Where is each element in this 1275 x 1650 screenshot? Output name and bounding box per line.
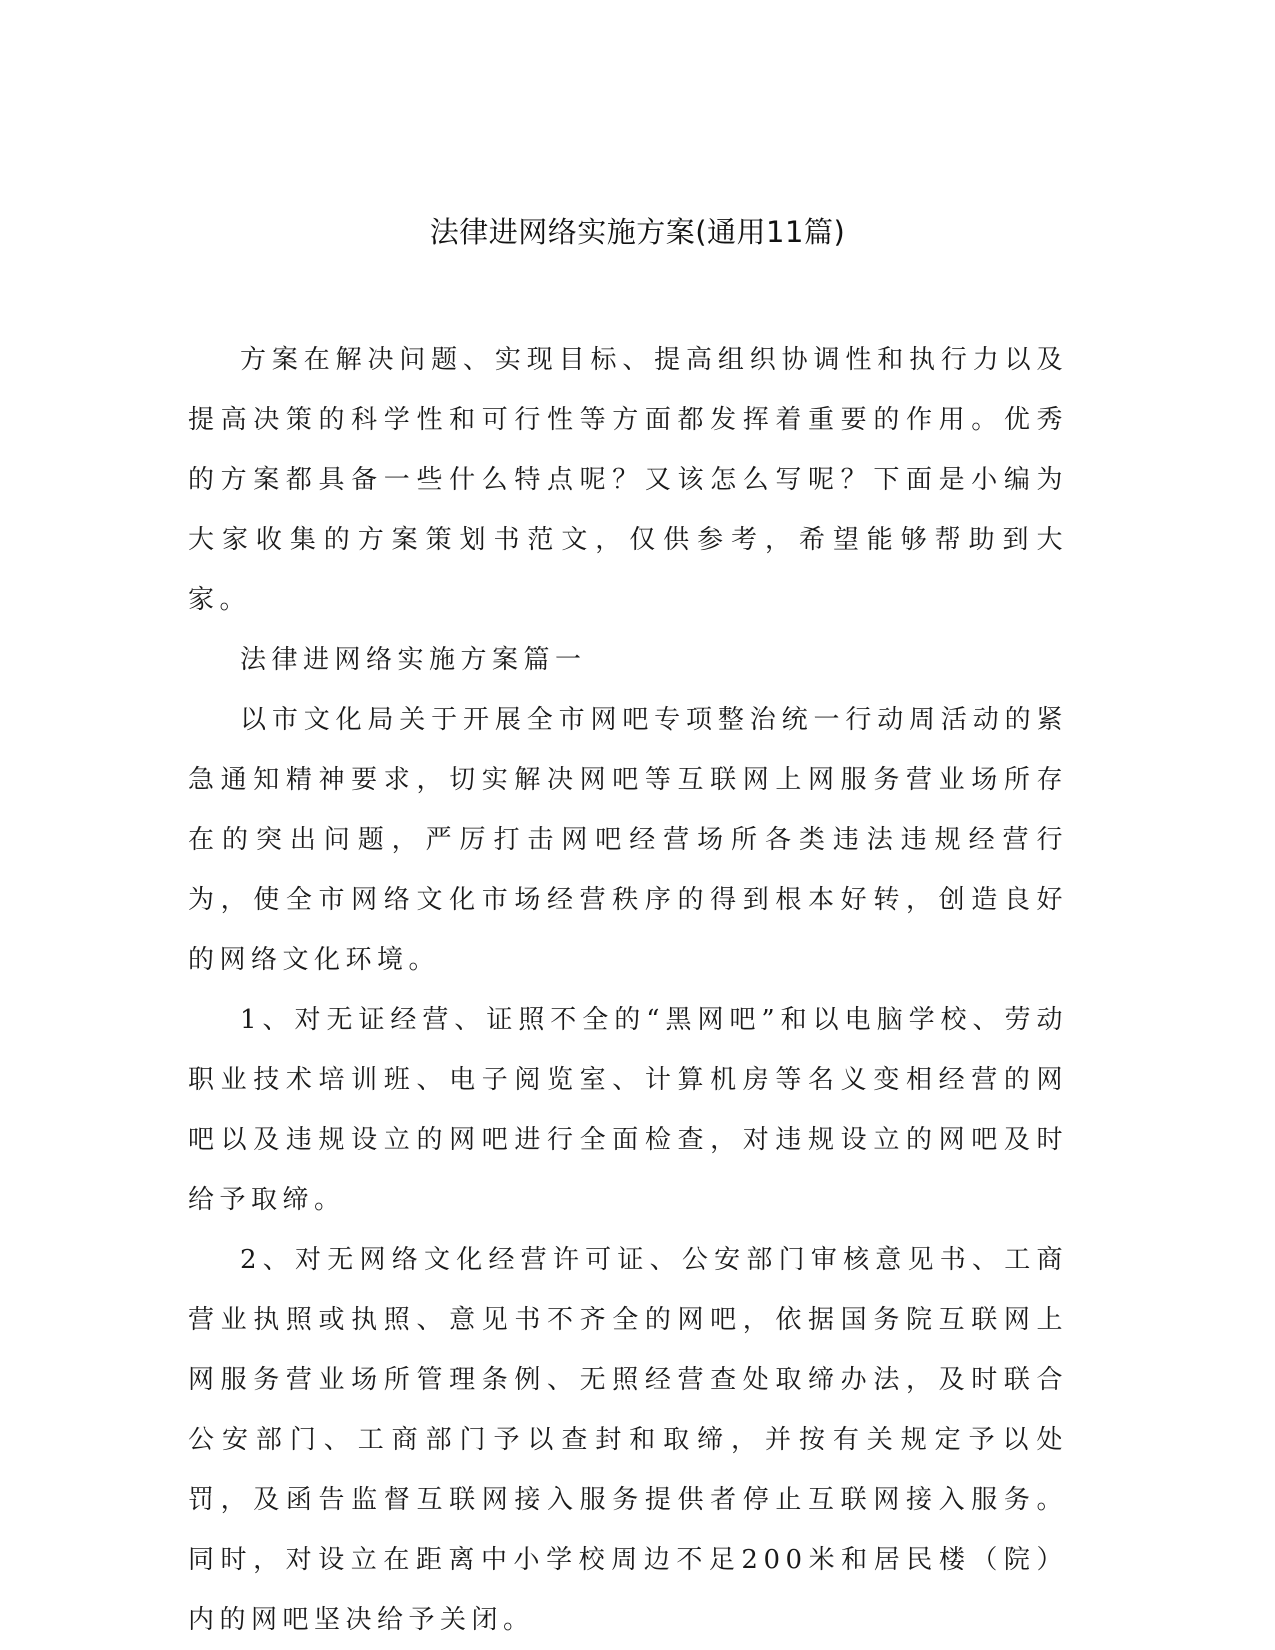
intro-paragraph: 方案在解决问题、实现目标、提高组织协调性和执行力以及提高决策的科学性和可行性等方面都发挥着重要的作用。优秀的方案都具备一些什么特点呢？又该怎么写呢？下面是小编为大家收集的方案策划书范文，仅供参考，希望能够帮助到大家。 bbox=[188, 345, 1068, 615]
document-title: 法律进网络实施方案(通用11篇) bbox=[429, 215, 846, 249]
list-item-1: 1、对无证经营、证照不全的“黑网吧”和以电脑学校、劳动职业技术培训班、电子阅览室、计算机房等名义变相经营的网吧以及违规设立的网吧进行全面检查，对违规设立的网吧及时给予取缔。 bbox=[188, 1005, 1068, 1215]
list-item-2: 2、对无网络文化经营许可证、公安部门审核意见书、工商营业执照或执照、意见书不齐全的网吧，依据国务院互联网上网服务营业场所管理条例、无照经营查处取缔办法，及时联合公安部门、工商部门予以查封和取缔，并按有关规定予以处罚，及函告监督互联网接入服务提供者停止互联网接入服务。同时，对设立在距离中小学校周边不足200米和居民楼（院）内的网吧坚决给予关闭。 bbox=[188, 1245, 1068, 1635]
section-heading: 法律进网络实施方案篇一 bbox=[240, 645, 587, 675]
body-paragraph: 以市文化局关于开展全市网吧专项整治统一行动周活动的紧急通知精神要求，切实解决网吧等互联网上网服务营业场所存在的突出问题，严厉打击网吧经营场所各类违法违规经营行为，使全市网络文化市场经营秩序的得到根本好转，创造良好的网络文化环境。 bbox=[188, 705, 1068, 975]
document-body bbox=[188, 330, 1068, 1650]
